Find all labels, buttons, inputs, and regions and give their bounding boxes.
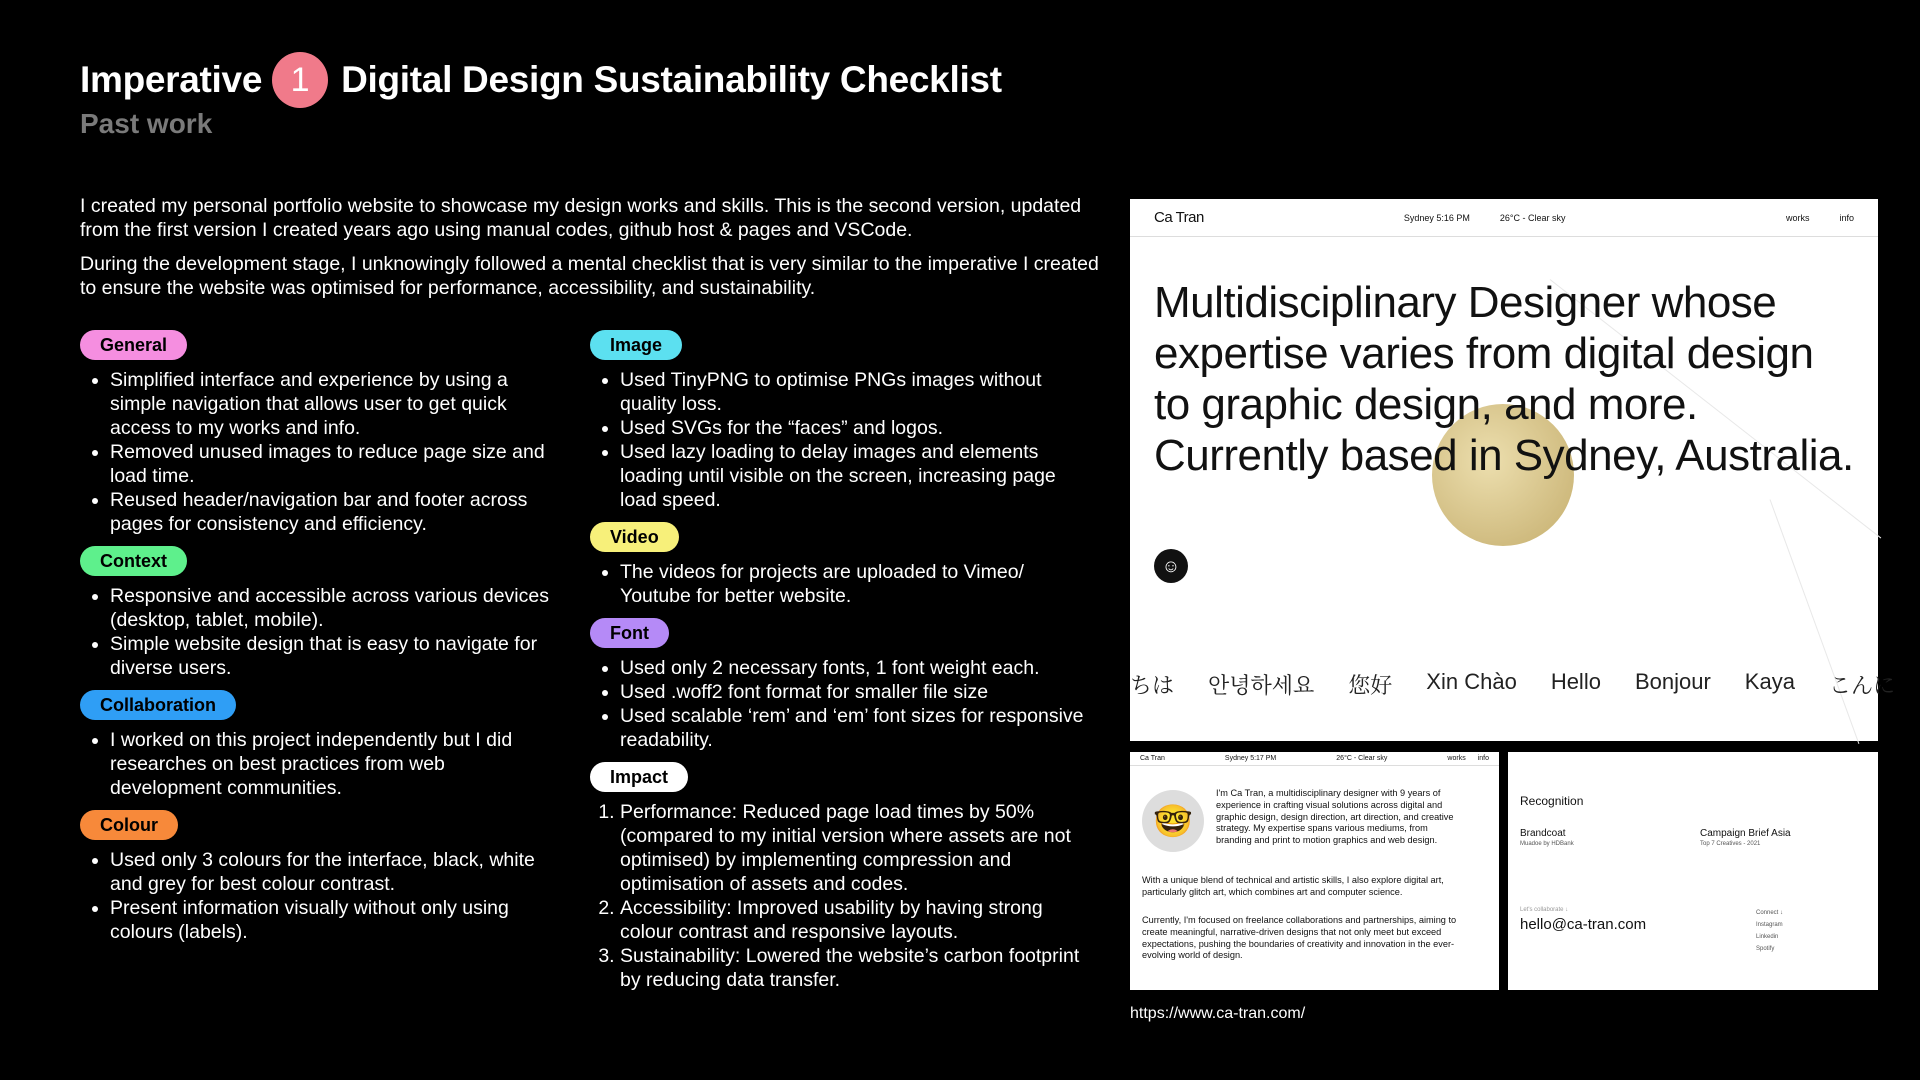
tag-context: Context xyxy=(80,546,187,576)
site-nav-bar xyxy=(1130,199,1878,237)
tag-general: General xyxy=(80,330,187,360)
site-nav-works: works xyxy=(1447,755,1466,762)
decorative-line xyxy=(1770,499,1860,744)
award-2 xyxy=(1700,828,1791,850)
list-item: • Used .woff2 font format for smaller file size xyxy=(620,680,1090,704)
website-screenshot-home xyxy=(1130,199,1895,741)
site-headline: Multidisciplinary Designer whose expertise varies from digital design to graphic design, and more. Currently based in Sydney, Australia. xyxy=(1154,278,1854,480)
social-link-linkedin[interactable]: Linkedin xyxy=(1756,934,1779,940)
site-nav-works: works xyxy=(1785,212,1810,223)
award-title: Campaign Brief Asia xyxy=(1700,828,1791,839)
greeting: Bonjour xyxy=(1634,669,1711,694)
imperative-number-badge: 1 xyxy=(272,52,328,108)
site-nav-bar xyxy=(1130,752,1499,766)
list-item: 2. Accessibility: Improved usability by having strong colour contrast and responsive layouts. xyxy=(620,896,1090,944)
greeting: 안녕하세요 xyxy=(1208,673,1315,698)
site-location-time: Sydney 5:17 PM xyxy=(1224,755,1277,762)
list-item: 1. Performance: Reduced page load times by 50% (compared to my initial version where assets are not optimised) by implementing compression and optimisation of assets and codes. xyxy=(620,800,1090,896)
greeting: Xin Chào xyxy=(1426,669,1517,694)
bio-paragraph-1: I'm Ca Tran, a multidisciplinary designer with 9 years of experience in crafting visual solutions across digital and graphic design, design direction, art direction, and creative strategy. My expertise spans various mediums, from branding and print to motion graphics and web design. xyxy=(1216,788,1454,846)
site-weather: 26°C - Clear sky xyxy=(1499,212,1566,223)
page-title xyxy=(80,50,1002,110)
checklist-right-column xyxy=(590,330,1090,1002)
social-link-spotify[interactable]: Spotify xyxy=(1756,946,1775,952)
award-1 xyxy=(1520,828,1574,850)
award-subtitle: Top 7 Creatives - 2021 xyxy=(1700,841,1761,847)
section-image xyxy=(590,330,1090,512)
checklist-left-column xyxy=(80,330,560,954)
recognition-heading: Recognition xyxy=(1520,794,1584,808)
bio-paragraph-2: With a unique blend of technical and artistic skills, I also explore digital art, particularly glitch art, which combines art and computer science. xyxy=(1142,875,1444,897)
list-item: • Removed unused images to reduce page size and load time. xyxy=(110,440,560,488)
list-item: • Reused header/navigation bar and footer across pages for consistency and efficiency. xyxy=(110,488,560,536)
list-item: • Used lazy loading to delay images and elements loading until visible on the screen, increasing page load speed. xyxy=(620,440,1090,512)
intro-paragraph-2: During the development stage, I unknowingly followed a mental checklist that is very similar to the imperative I created to ensure the website was optimised for performance, accessibility, and sustainability. xyxy=(80,253,1099,299)
list-item: • Used SVGs for the “faces” and logos. xyxy=(620,416,1090,440)
connect-links xyxy=(1756,907,1783,955)
award-title: Brandcoat xyxy=(1520,828,1566,839)
greeting: Hello xyxy=(1550,669,1601,694)
greetings-marquee xyxy=(1130,669,1895,700)
tag-impact: Impact xyxy=(590,762,688,792)
avatar: 🤓 xyxy=(1142,790,1204,852)
title-left: Imperative xyxy=(80,59,263,100)
email-link[interactable]: hello@ca-tran.com xyxy=(1520,916,1647,933)
site-nav-info: info xyxy=(1839,212,1854,223)
tag-video: Video xyxy=(590,522,679,552)
greeting: ちは xyxy=(1130,673,1175,698)
list-item: • Simple website design that is easy to navigate for diverse users. xyxy=(110,632,560,680)
list-item: • Used TinyPNG to optimise PNGs images without quality loss. xyxy=(620,368,1090,416)
intro-text xyxy=(80,194,1100,310)
connect-label: Connect ↓ xyxy=(1756,910,1784,916)
website-url[interactable]: https://www.ca-tran.com/ xyxy=(1130,1005,1306,1022)
list-item: • Used only 3 colours for the interface, black, white and grey for best colour contrast. xyxy=(110,848,560,896)
section-colour xyxy=(80,810,560,944)
site-logo: Ca Tran xyxy=(1140,755,1165,762)
site-logo: Ca Tran xyxy=(1154,209,1204,226)
award-subtitle: Muadoe by HDBank xyxy=(1520,841,1574,847)
list-item: • Simplified interface and experience by using a simple navigation that allows user to get quick access to my works and info. xyxy=(110,368,560,440)
tag-colour: Colour xyxy=(80,810,178,840)
collaborate-label: Let's collaborate ↓ xyxy=(1520,907,1569,913)
website-screenshot-recognition xyxy=(1508,752,1878,990)
section-collaboration xyxy=(80,690,560,800)
section-general xyxy=(80,330,560,536)
title-right: Digital Design Sustainability Checklist xyxy=(341,59,1002,100)
list-item: • Responsive and accessible across various devices (desktop, tablet, mobile). xyxy=(110,584,560,632)
website-screenshot-about xyxy=(1130,752,1499,990)
list-item: • Used only 2 necessary fonts, 1 font weight each. xyxy=(620,656,1090,680)
site-nav-info: info xyxy=(1477,755,1489,762)
greeting: 您好 xyxy=(1348,673,1393,698)
section-impact xyxy=(590,762,1090,992)
site-weather: 26°C - Clear sky xyxy=(1336,755,1388,762)
section-font xyxy=(590,618,1090,752)
list-item: • Present information visually without only using colours (labels). xyxy=(110,896,560,944)
tag-collaboration: Collaboration xyxy=(80,690,236,720)
bio-paragraph-3: Currently, I'm focused on freelance collaborations and partnerships, aiming to create meaningful, narrative-driven designs that not only meet but exceed expectations, pushing the boundaries of creativity and innovation in the ever-evolving world of design. xyxy=(1142,915,1457,961)
section-context xyxy=(80,546,560,680)
list-item: • I worked on this project independently but I did researches on best practices from web development communities. xyxy=(110,728,560,800)
list-item: 3. Sustainability: Lowered the website’s carbon footprint by reducing data transfer. xyxy=(620,944,1090,992)
tag-image: Image xyxy=(590,330,682,360)
section-video xyxy=(590,522,1090,608)
face-logo-icon: ☺ xyxy=(1154,549,1188,583)
tag-font: Font xyxy=(590,618,669,648)
intro-paragraph-1: I created my personal portfolio website to showcase my design works and skills. This is the second version, updated from the first version I created years ago using manual codes, github host & pages and VSCode. xyxy=(80,195,1082,241)
list-item: • The videos for projects are uploaded to Vimeo/ Youtube for better website. xyxy=(620,560,1090,608)
social-link-instagram[interactable]: Instagram xyxy=(1756,922,1783,928)
list-item: • Used scalable ‘rem’ and ‘em’ font sizes for responsive readability. xyxy=(620,704,1090,752)
greeting: Kaya xyxy=(1744,669,1795,694)
page-subtitle: Past work xyxy=(80,108,213,139)
site-location-time: Sydney 5:16 PM xyxy=(1403,212,1470,223)
greeting: こんに xyxy=(1828,673,1895,698)
